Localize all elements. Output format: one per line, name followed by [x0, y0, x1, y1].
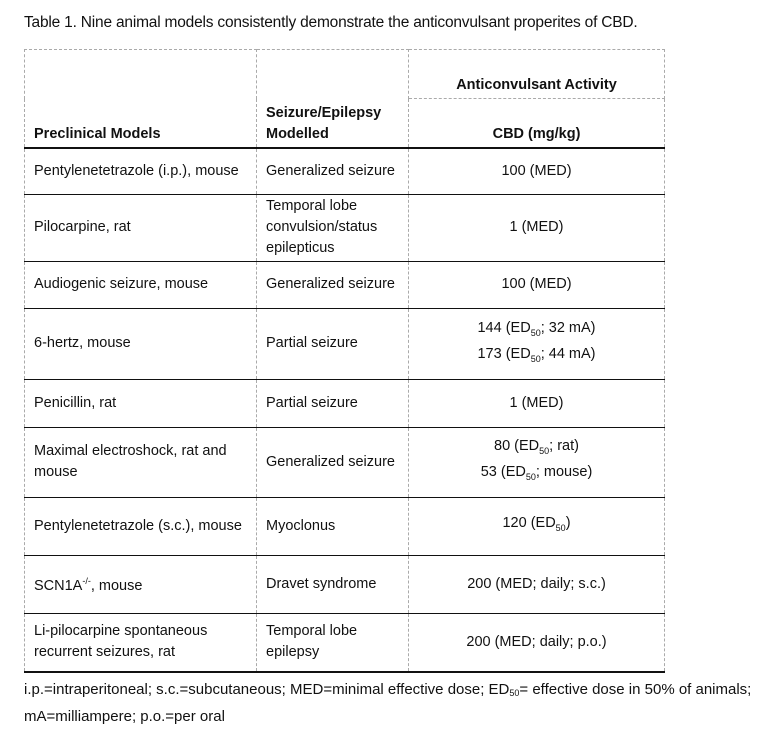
cell-seizure: Partial seizure — [257, 308, 409, 379]
table-row — [25, 379, 665, 427]
cell-seizure: Generalized seizure — [257, 427, 409, 497]
dose-line: 100 (MED) — [501, 276, 572, 292]
cell-model: Penicillin, rat — [25, 379, 257, 427]
cell-model: Pentylenetetrazole (i.p.), mouse — [25, 148, 257, 194]
table-row — [25, 613, 665, 672]
cell-dose — [409, 613, 665, 672]
dose-line: 120 $(ED_{50})$ — [502, 515, 571, 533]
cell-model: Maximal electroshock, rat and mouse — [25, 427, 257, 497]
cell-dose — [409, 379, 665, 427]
data-table — [24, 49, 665, 673]
dose-line: 200 (MED; daily; s.c.) — [467, 575, 606, 592]
cell-dose — [409, 148, 665, 194]
header-seizure-modelled: Seizure/Epilepsy Modelled — [257, 99, 409, 149]
header-cbd-dose: CBD (mg/kg) — [409, 99, 665, 149]
cell-dose — [409, 555, 665, 613]
table-row — [25, 148, 665, 194]
cell-seizure: Partial seizure — [257, 379, 409, 427]
cell-seizure: Myoclonus — [257, 497, 409, 555]
table-caption: Table 1. Nine animal models consistently demonstrate the anticonvulsant properites of CBD. — [24, 14, 638, 31]
header-row-group — [25, 50, 665, 99]
cell-seizure: Generalized seizure — [257, 261, 409, 308]
table-footnote: i.p.=intraperitoneal; s.c.=subcutaneous; MED=minimal effective dose; $ED_{50}=$ effective dose in 50% of animals; mA=milliampere; p.o.=per oral — [24, 681, 752, 725]
cell-model: Pentylenetetrazole (s.c.), mouse — [25, 497, 257, 555]
cell-model: 6-hertz, mouse — [25, 308, 257, 379]
dose-line: 1 (MED) — [509, 394, 564, 411]
dose-line: 80 ($ED_{50}$; rat) — [494, 438, 579, 456]
cell-seizure: Temporal lobe epilepsy — [257, 613, 409, 672]
cell-dose — [409, 427, 665, 497]
header-row — [25, 99, 665, 149]
cell-dose — [409, 308, 665, 379]
table-row — [25, 555, 665, 613]
dose-line: 173 ($ED_{50}$; 44 mA) — [477, 345, 596, 364]
dose-line: 53 ($ED_{50}$; mouse) — [480, 464, 593, 482]
table-row — [25, 427, 665, 497]
cell-model: Pilocarpine, rat — [25, 194, 257, 261]
cell-seizure: Temporal lobe convulsion/status epilepticus — [257, 194, 409, 261]
table-row — [25, 261, 665, 308]
dose-line: 100 (MED) — [501, 162, 572, 179]
table-row — [25, 497, 665, 555]
dose-line: 200 (MED; daily; p.o.) — [466, 633, 607, 650]
dose-line: 1 (MED) — [509, 219, 564, 235]
cell-dose — [409, 194, 665, 261]
table-row — [25, 194, 665, 261]
cell-seizure: Dravet syndrome — [257, 555, 409, 613]
header-preclinical-models: Preclinical Models — [25, 99, 257, 149]
cell-seizure: Generalized seizure — [257, 148, 409, 194]
cell-model: Li-pilocarpine spontaneous recurrent seizures, rat — [25, 613, 257, 672]
cell-dose — [409, 497, 665, 555]
cell-model: Audiogenic seizure, mouse — [25, 261, 257, 308]
table-row — [25, 308, 665, 379]
header-anticonvulsant-activity: Anticonvulsant Activity — [409, 50, 665, 99]
cell-model: SCN1A-/-, mouse — [25, 555, 257, 613]
cell-dose — [409, 261, 665, 308]
dose-line: 144 ($ED_{50}$; 32 mA) — [477, 319, 596, 338]
